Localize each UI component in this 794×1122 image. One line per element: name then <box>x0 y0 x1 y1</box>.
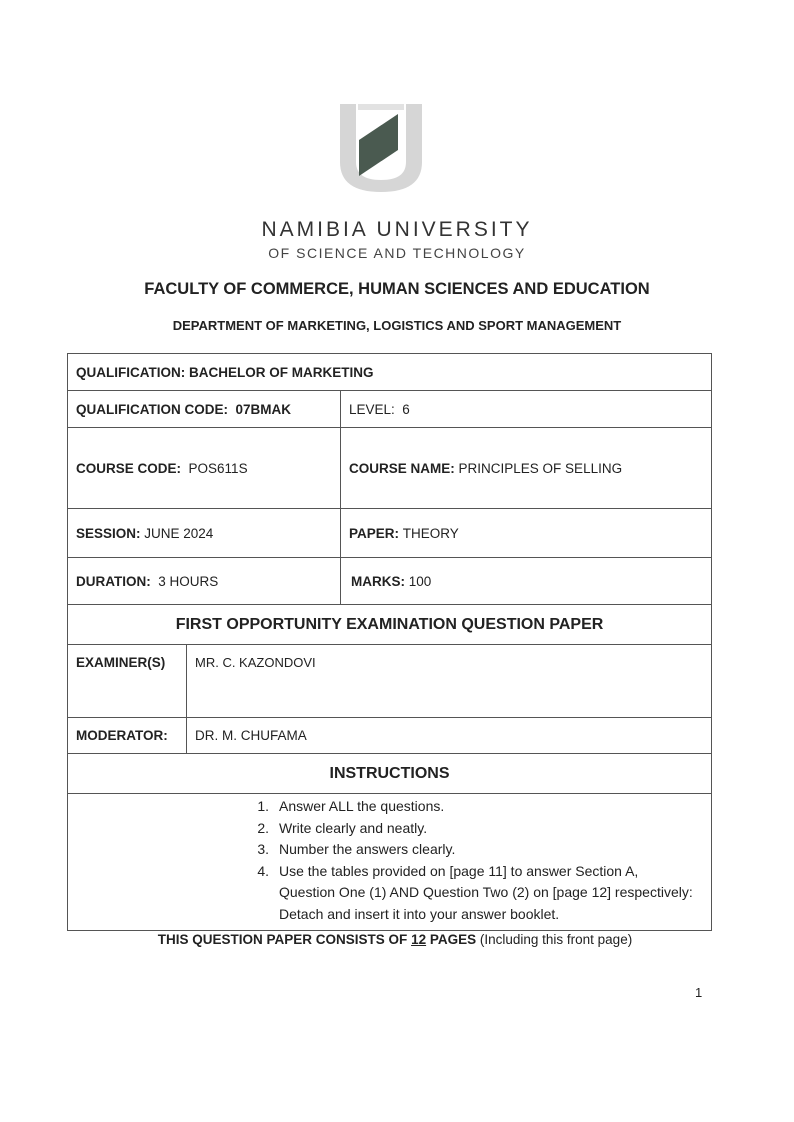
session-cell: SESSION: JUNE 2024 <box>67 508 341 558</box>
faculty-heading: FACULTY OF COMMERCE, HUMAN SCIENCES AND EDUCATION <box>144 280 650 298</box>
instruction-number: 2. <box>257 819 269 836</box>
instruction-item <box>246 818 697 840</box>
qualification-code-cell: QUALIFICATION CODE: 07BMAK <box>67 390 341 428</box>
course-name-cell: COURSE NAME: PRINCIPLES OF SELLING <box>340 427 712 509</box>
marks-cell: MARKS: 100 <box>340 557 712 605</box>
examiner-value: MR. C. KAZONDOVI <box>186 644 712 718</box>
qualification-cell: QUALIFICATION: BACHELOR OF MARKETING <box>67 353 712 391</box>
moderator-label: MODERATOR: <box>67 717 187 754</box>
instruction-text: Use the tables provided on [page 11] to answer Section A, Question One (1) AND Question Two (2) on [page 12] respectively: Detach and insert it into your answer booklet. <box>279 862 693 922</box>
moderator-value: DR. M. CHUFAMA <box>186 717 712 754</box>
instruction-text: Answer ALL the questions. <box>279 798 445 814</box>
exam-title: FIRST OPPORTUNITY EXAMINATION QUESTION PAPER <box>67 604 712 645</box>
university-subtitle: OF SCIENCE AND TECHNOLOGY <box>268 245 526 261</box>
university-logo-icon <box>334 100 428 196</box>
instruction-number: 4. <box>257 862 269 879</box>
level-cell: LEVEL: 6 <box>340 390 712 428</box>
department-heading: DEPARTMENT OF MARKETING, LOGISTICS AND SPORT MANAGEMENT <box>172 318 622 333</box>
instruction-text: Write clearly and neatly. <box>279 819 428 836</box>
instructions-title: INSTRUCTIONS <box>67 753 712 794</box>
page-number: 1 <box>695 985 703 1000</box>
examiner-label: EXAMINER(S) <box>67 644 187 718</box>
instructions-list <box>67 793 712 931</box>
instruction-item <box>246 861 697 926</box>
instruction-number: 3. <box>257 841 269 857</box>
university-name: NAMIBIA UNIVERSITY <box>261 218 533 241</box>
instruction-text: Number the answers clearly. <box>279 841 456 857</box>
duration-cell: DURATION: 3 HOURS <box>67 557 341 605</box>
page-count-note: THIS QUESTION PAPER CONSISTS OF 12 PAGES (Including this front page) <box>157 932 633 947</box>
instruction-number: 1. <box>257 798 269 814</box>
instruction-item <box>246 839 697 861</box>
instruction-item <box>246 796 697 818</box>
paper-cell: PAPER: THEORY <box>340 508 712 558</box>
course-code-cell: COURSE CODE: POS611S <box>67 427 341 509</box>
